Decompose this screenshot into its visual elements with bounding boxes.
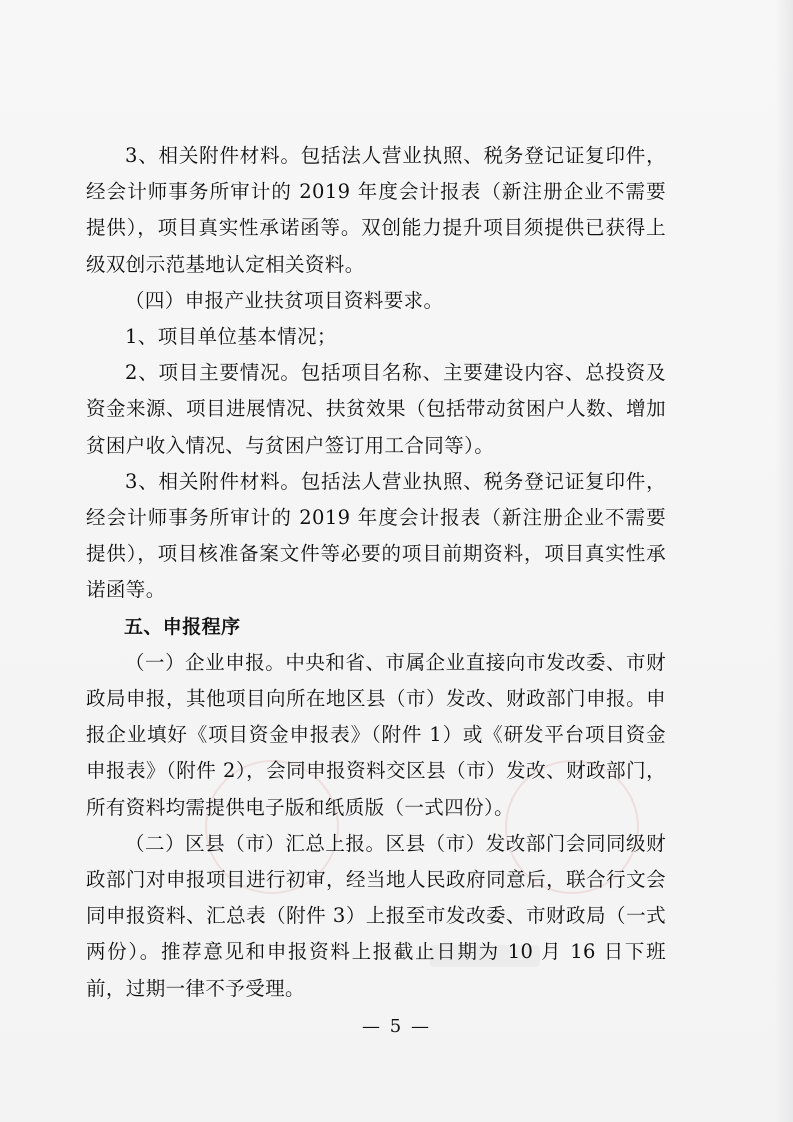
paragraph-district-summary: （二）区县（市）汇总上报。区县（市）发改部门会同同级财政部门对申报项目进行初审，经当地人民政府同意后，联合行文会同申报资料、汇总表（附件 3）上报至市发改委、市财政局（一式两份）。推荐意见和申报资料上报截止日期为 10 月 16 日下班前，过期一律不予受理。 [86,831,666,1000]
paragraph-subheading-four: （四）申报产业扶贫项目资料要求。 [125,288,444,312]
paragraph-item-1: 1、项目单位基本情况； [125,325,337,349]
page-number: — 5 — [362,1016,431,1037]
paragraph-attachments-2: 3、相关附件材料。包括法人营业执照、税务登记证复印件，经会计师事务所审计的 2019 年度会计报表（新注册企业不需要提供），项目核准备案文件等必要的项目前期资料，项目真实性承诺函等。 [86,469,666,602]
document-body [86,138,666,1007]
paragraph-enterprise-application: （一）企业申报。中央和省、市属企业直接向市发改委、市财政局申报，其他项目向所在地区县（市）发改、财政部门申报。申报企业填好《项目资金申报表》（附件 1）或《研发平台项目资金申报表》（附件 2），会同申报资料交区县（市）发改、财政部门，所有资料均需提供电子版和纸质版（一式四份）。 [86,650,666,819]
paragraph-attachments-1: 3、相关附件材料。包括法人营业执照、税务登记证复印件，经会计师事务所审计的 2019 年度会计报表（新注册企业不需要提供），项目真实性承诺函等。双创能力提升项目须提供已获得上级双创示范基地认定相关资料。 [86,144,666,276]
page-edge-shadow [775,0,793,1122]
section-title-five: 五、申报程序 [124,615,241,638]
paragraph-item-2: 2、项目主要情况。包括项目名称、主要建设内容、总投资及资金来源、项目进展情况、扶贫效果（包括带动贫困户人数、增加贫困户收入情况、与贫困户签订用工合同等）。 [86,361,666,457]
